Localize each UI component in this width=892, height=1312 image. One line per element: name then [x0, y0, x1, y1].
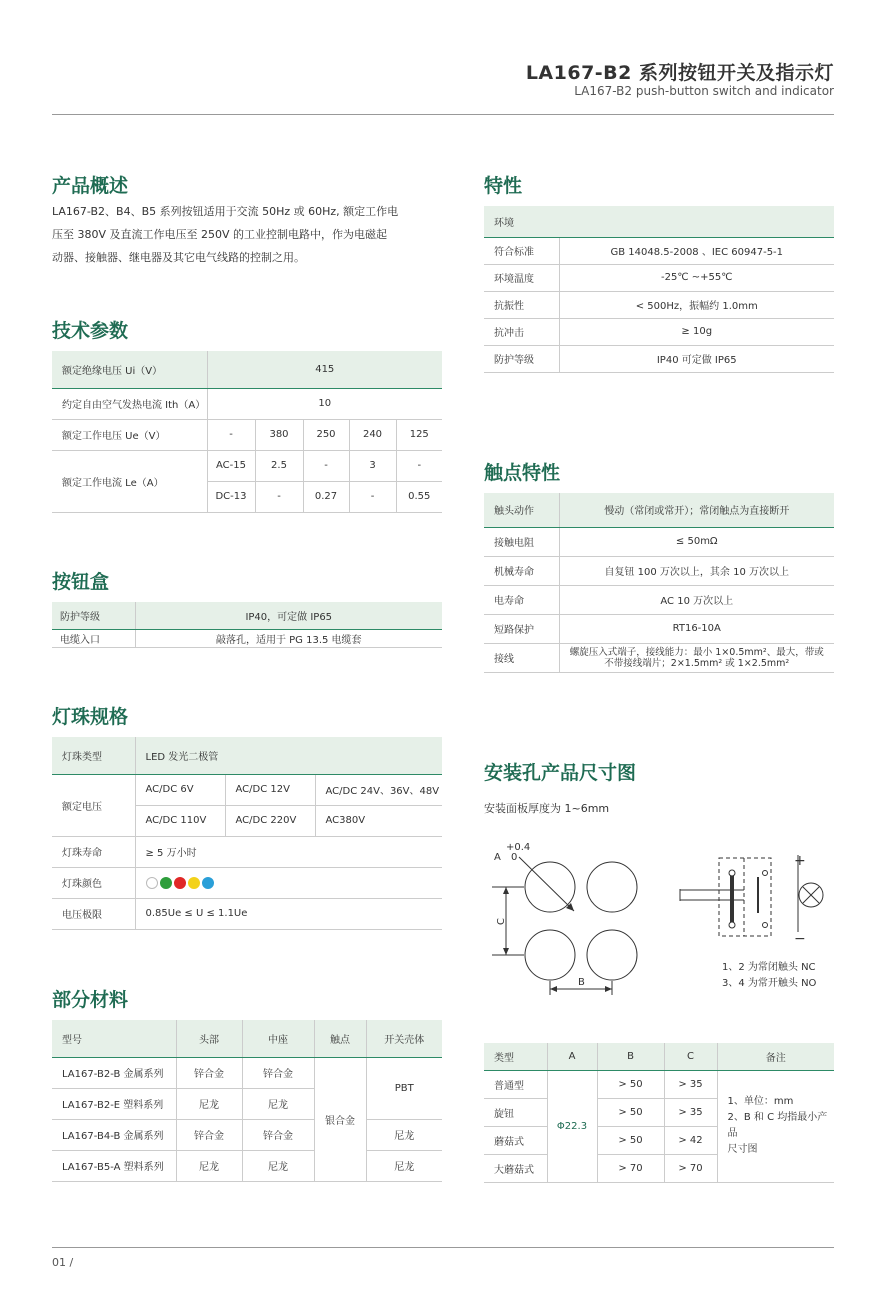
mount-desc: 安装面板厚度为 1~6mm: [484, 802, 610, 815]
materials-cell: 尼龙: [242, 1088, 314, 1119]
features-cell-value: -25℃ ~+55℃: [559, 264, 834, 291]
overview-heading: 产品概述: [52, 175, 129, 197]
table-row: [52, 450, 442, 481]
dims-table: [484, 1043, 834, 1183]
table-row: [52, 867, 442, 898]
lamp-heading: 灯珠规格: [52, 706, 129, 728]
dims-header-cell: 类型: [484, 1043, 547, 1070]
dims-cell: 大蘑菇式: [484, 1154, 547, 1182]
features-cell-value: < 500Hz，振幅约 1.0mm: [559, 291, 834, 318]
lamp-cell-label: 灯珠寿命: [52, 836, 135, 867]
tech-cell-value: AC-15: [207, 450, 255, 481]
tech-cell-value: 0.55: [396, 481, 442, 512]
dims-header-cell: B: [597, 1043, 664, 1070]
materials-cell: LA167-B2-E 塑料系列: [52, 1088, 176, 1119]
dims-cell: > 35: [664, 1070, 717, 1098]
tolerance-plus: +0.4: [506, 842, 531, 853]
dim-a-label: A: [494, 852, 501, 863]
lamp-table: [52, 737, 442, 930]
materials-cell: 尼龙: [176, 1150, 242, 1181]
wire-line: 螺旋压入式端子，接线能力：最小 1×0.5mm²、最大，带或: [569, 646, 824, 658]
tech-cell-value: -: [303, 450, 349, 481]
lamp-cell-value: AC/DC 110V: [135, 805, 225, 836]
hole-circle: [587, 862, 637, 912]
tech-table: [52, 351, 442, 513]
tech-heading: 技术参数: [52, 320, 129, 342]
contact-cell-value: RT16-10A: [559, 614, 834, 643]
contact-cell-label: 接线: [484, 643, 559, 672]
materials-header-cell: 型号: [52, 1020, 176, 1057]
page-title: LA167-B2 系列按钮开关及指示灯: [525, 62, 834, 84]
table-row: [484, 1043, 834, 1070]
dim-b-label: B: [578, 977, 585, 988]
table-row: [52, 351, 442, 388]
materials-table: [52, 1020, 442, 1182]
lamp-cell-value: LED 发光二极管: [135, 737, 442, 774]
table-row: [484, 264, 834, 291]
contact-cell-value: AC 10 万次以上: [559, 585, 834, 614]
lamp-cell-value: 0.85Ue ≤ U ≤ 1.1Ue: [135, 898, 442, 929]
contact-cell-label: 电寿命: [484, 585, 559, 614]
dims-cell: > 42: [664, 1126, 717, 1154]
materials-cell: 锌合金: [242, 1119, 314, 1150]
dims-cell: 蘑菇式: [484, 1126, 547, 1154]
negative-symbol: −: [794, 931, 806, 947]
dims-note-line: 2、B 和 C 均指最小产品: [727, 1112, 828, 1139]
lamp-cell-value: AC380V: [315, 805, 442, 836]
contact-table: [484, 493, 834, 673]
tech-cell-value: -: [396, 450, 442, 481]
features-cell-value: IP40 可定做 IP65: [559, 345, 834, 372]
table-row: [52, 898, 442, 929]
overview-line: 压至 380V 及直流工作电压至 250V 的工业控制电路中，作为电磁起: [52, 228, 388, 241]
features-table: [484, 206, 834, 373]
lamp-color-dot: [146, 877, 158, 889]
hole-circle: [525, 930, 575, 980]
box-cell-value: 敲落孔，适用于 PG 13.5 电缆套: [135, 629, 442, 647]
lamp-cell-label: 电压极限: [52, 898, 135, 929]
box-heading: 按钮盒: [52, 571, 110, 593]
table-row: [52, 1057, 442, 1088]
dims-cell: > 50: [597, 1098, 664, 1126]
tech-cell-value: -: [349, 481, 396, 512]
lamp-cell-label: 灯珠颜色: [52, 867, 135, 898]
contact-cell-label: 机械寿命: [484, 556, 559, 585]
tech-cell-value: 380: [255, 419, 303, 450]
features-cell-label: 抗振性: [484, 291, 559, 318]
mount-heading: 安装孔产品尺寸图: [484, 762, 637, 784]
features-cell-value: ≥ 10g: [559, 318, 834, 345]
table-row: [52, 388, 442, 419]
features-head: 环境: [484, 206, 834, 237]
tech-cell-label: 约定自由空气发热电流 Ith（A）: [52, 388, 207, 419]
note-no: 3、4 为常开触头 NO: [722, 978, 817, 989]
table-row: [484, 643, 834, 672]
dims-note: [717, 1070, 834, 1182]
materials-cell: 尼龙: [176, 1088, 242, 1119]
dims-note-line: 尺寸图: [727, 1144, 758, 1155]
lamp-color-dot: [160, 877, 172, 889]
tech-cell-value: 10: [207, 388, 442, 419]
overview-line: 动器、接触器、继电器及其它电气线路的控制之用。: [52, 251, 305, 264]
table-row: [484, 556, 834, 585]
dims-cell: > 50: [597, 1126, 664, 1154]
materials-cell: 锌合金: [176, 1119, 242, 1150]
tech-cell-label: 额定绝缘电压 Ui（V）: [52, 351, 207, 388]
lamp-cell-value: AC/DC 220V: [225, 805, 315, 836]
lamp-color-dot: [202, 877, 214, 889]
dims-cell: > 70: [597, 1154, 664, 1182]
hole-dimension-diagram: [484, 835, 684, 1000]
materials-cell: 尼龙: [366, 1150, 442, 1181]
contact-heading: 触点特性: [484, 462, 561, 484]
dims-note-line: 1、单位：mm: [727, 1096, 794, 1107]
table-row: [484, 527, 834, 556]
features-cell-label: 符合标准: [484, 237, 559, 264]
lamp-cell-value: AC/DC 12V: [225, 774, 315, 805]
table-row: [484, 493, 834, 527]
table-row: [52, 602, 442, 629]
materials-cell: LA167-B5-A 塑料系列: [52, 1150, 176, 1181]
lamp-color-swatches: [135, 867, 442, 898]
dims-cell: 普通型: [484, 1070, 547, 1098]
contact-cell-label: 接触电阻: [484, 527, 559, 556]
lamp-cell-value: AC/DC 6V: [135, 774, 225, 805]
table-row: [484, 237, 834, 264]
materials-header-cell: 中座: [242, 1020, 314, 1057]
contact-cell-value: ≤ 50mΩ: [559, 527, 834, 556]
materials-heading: 部分材料: [52, 989, 129, 1011]
materials-cell: LA167-B4-B 金属系列: [52, 1119, 176, 1150]
table-row: [484, 614, 834, 643]
box-cell-value: IP40，可定做 IP65: [135, 602, 442, 629]
features-cell-label: 防护等级: [484, 345, 559, 372]
tech-cell-value: DC-13: [207, 481, 255, 512]
materials-cell: 锌合金: [176, 1057, 242, 1088]
tech-cell-value: 240: [349, 419, 396, 450]
dims-cell: 旋钮: [484, 1098, 547, 1126]
materials-header-cell: 头部: [176, 1020, 242, 1057]
table-row: [484, 585, 834, 614]
features-cell-value: GB 14048.5-2008 、IEC 60947-5-1: [559, 237, 834, 264]
table-row: [52, 1020, 442, 1057]
note-nc: 1、2 为常闭触头 NC: [722, 962, 816, 973]
dims-header-cell: 备注: [717, 1043, 834, 1070]
contact-cell-label: 触头动作: [484, 493, 559, 527]
tech-cell-value: 250: [303, 419, 349, 450]
tech-cell-label: 额定工作电压 Ue（V）: [52, 419, 207, 450]
materials-cell: 银合金: [314, 1057, 366, 1181]
tech-cell-value: 0.27: [303, 481, 349, 512]
tech-cell-label: 额定工作电流 Le（A）: [52, 450, 207, 512]
contact-cell-value: 慢动（常闭或常开）；常闭触点为直接断开: [559, 493, 834, 527]
table-row: [484, 345, 834, 372]
page-subtitle: LA167-B2 push-button switch and indicator: [574, 84, 834, 98]
box-table: [52, 602, 442, 648]
features-heading: 特性: [484, 175, 523, 197]
materials-header-cell: 触点: [314, 1020, 366, 1057]
table-row: [484, 1070, 834, 1098]
table-row: [52, 774, 442, 805]
box-cell-label: 防护等级: [52, 602, 135, 629]
materials-cell: 尼龙: [366, 1119, 442, 1150]
lamp-cell-value: ≥ 5 万小时: [135, 836, 442, 867]
contact-notes: [722, 960, 816, 992]
features-cell-label: 环境温度: [484, 264, 559, 291]
dims-cell: > 35: [664, 1098, 717, 1126]
page-number: 01 /: [52, 1256, 74, 1269]
overview-text: [52, 200, 442, 269]
materials-cell: LA167-B2-B 金属系列: [52, 1057, 176, 1088]
lamp-cell-label: 灯珠类型: [52, 737, 135, 774]
contact-cell-label: 短路保护: [484, 614, 559, 643]
table-row: [484, 206, 834, 237]
box-cell-label: 电缆入口: [52, 629, 135, 647]
table-row: [52, 1119, 442, 1150]
dims-header-cell: C: [664, 1043, 717, 1070]
tech-cell-value: -: [207, 419, 255, 450]
table-row: [52, 419, 442, 450]
table-row: [52, 836, 442, 867]
lamp-color-dot: [174, 877, 186, 889]
materials-cell: 尼龙: [242, 1150, 314, 1181]
footer-divider: [52, 1247, 834, 1248]
materials-cell: 锌合金: [242, 1057, 314, 1088]
lamp-color-dot: [188, 877, 200, 889]
features-cell-label: 抗冲击: [484, 318, 559, 345]
tech-cell-value: -: [255, 481, 303, 512]
dims-a-value: Φ22.3: [547, 1070, 597, 1182]
dim-c-label: C: [496, 918, 507, 925]
lamp-cell-value: AC/DC 24V、36V、48V: [315, 774, 442, 805]
hole-circle: [587, 930, 637, 980]
table-row: [484, 291, 834, 318]
dims-cell: > 50: [597, 1070, 664, 1098]
contact-cell-value: [559, 643, 834, 672]
tolerance-zero: 0: [511, 852, 518, 863]
lamp-cell-label: 额定电压: [52, 774, 135, 836]
materials-cell: PBT: [366, 1057, 442, 1119]
tech-cell-value: 2.5: [255, 450, 303, 481]
wire-line: 不带接线端片；2×1.5mm² 或 1×2.5mm²: [604, 657, 790, 669]
dims-header-cell: A: [547, 1043, 597, 1070]
dims-cell: > 70: [664, 1154, 717, 1182]
tech-cell-value: 3: [349, 450, 396, 481]
table-row: [52, 1150, 442, 1181]
tech-cell-value: 125: [396, 419, 442, 450]
table-row: [52, 629, 442, 647]
positive-symbol: +: [794, 853, 806, 869]
table-row: [484, 318, 834, 345]
header-divider: [52, 114, 834, 115]
table-row: [52, 737, 442, 774]
contact-schematic: [676, 845, 836, 955]
overview-line: LA167-B2、B4、B5 系列按钮适用于交流 50Hz 或 60Hz, 额定工作电: [52, 205, 399, 218]
contact-cell-value: 自复钮 100 万次以上，其余 10 万次以上: [559, 556, 834, 585]
materials-header-cell: 开关壳体: [366, 1020, 442, 1057]
tech-cell-value: 415: [207, 351, 442, 388]
